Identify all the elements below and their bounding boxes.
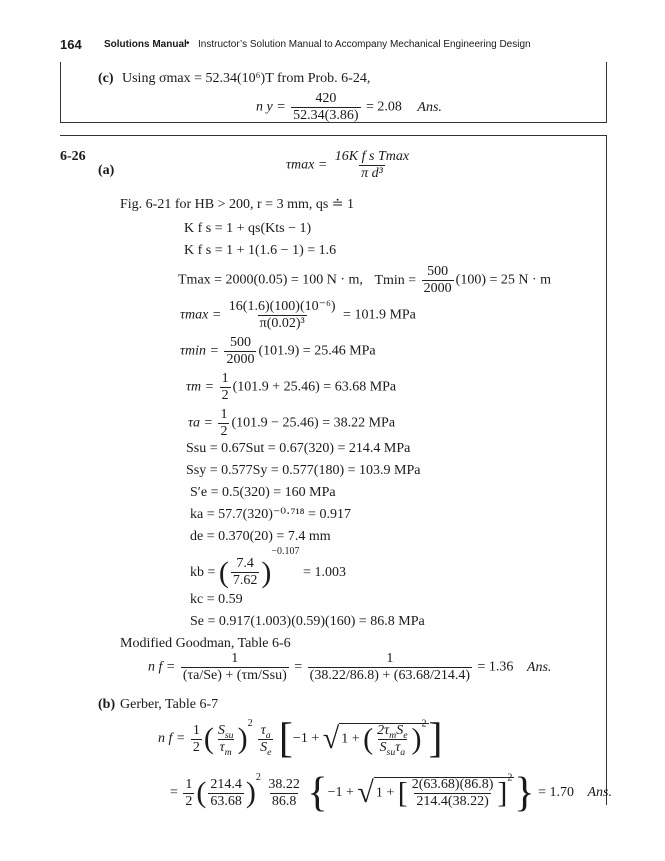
kb-num: 7.4	[236, 556, 254, 572]
fig-line: Fig. 6-21 for HB > 200, r = 3 mm, qs ≐ 1	[120, 197, 355, 212]
problem-number: 6-26	[60, 149, 86, 164]
taumin-line	[180, 336, 376, 367]
taumin-rest: (101.9) = 25.46 MPa	[258, 343, 376, 359]
kc-line: kc = 0.59	[190, 592, 243, 607]
gerber-num-equals: =	[170, 785, 178, 801]
goodman-fraction-2	[308, 652, 472, 683]
box-right-bottom	[606, 135, 607, 805]
tau-max-formula	[286, 150, 413, 181]
gerber-bracket-open: [	[278, 716, 293, 762]
tmax-tmin-line	[178, 265, 551, 296]
gerber-taum: $\tau_m$	[219, 739, 232, 758]
goodman-num-1: 1	[231, 651, 239, 666]
taumin-num: 500	[229, 335, 251, 350]
gerber-num-half-den: 2	[185, 793, 193, 809]
taumax-den: π(0.02)³	[259, 316, 305, 331]
gerber-num-ratio-2: $\frac{38.22}{86.8}$	[268, 776, 300, 809]
goodman-den-2: (38.22/86.8) + (63.68/214.4)	[309, 668, 470, 683]
gerber-half-den: 2	[192, 739, 200, 755]
ka-line: ka = 57.7(320)⁻⁰·⁷¹⁸ = 0.917	[190, 507, 351, 522]
gerber-half-num: 1	[192, 722, 200, 738]
gerber-square: 2	[247, 718, 253, 730]
gerber-brace-close: }	[514, 770, 535, 816]
page-number: 164	[60, 37, 82, 52]
tmin-num: 500	[427, 264, 449, 279]
taumax-num: 16(1.6)(100)(10⁻⁶)	[228, 299, 336, 314]
goodman-equation	[148, 652, 551, 683]
gerber-result: = 1.70	[538, 785, 574, 801]
taua-half-num: 1	[220, 407, 228, 422]
gerber-equation-numeric: = $\frac{1}{2}$ ( $\frac{214.4}{63.68}$ )$^2$ $\frac{38.22}{86.8}$ {−1 + √ 1 + [ $\frac{2(63.68)(86.8)}{214.4(38.22)}$ ]$^2$} = 1.70 Ans.	[170, 770, 612, 816]
divider-second	[60, 135, 607, 136]
kb-line	[190, 546, 346, 589]
gerber-radicand: 1 + ( $\frac{2\tau_mS_e}{S_{su}\tau_a}$ )$^2$	[341, 718, 427, 758]
taumax-lhs: τmax =	[180, 307, 222, 323]
kb-fraction	[231, 557, 260, 588]
gerber-paren-close: )	[237, 722, 248, 755]
tau-max-formula-den: π d³	[361, 166, 383, 181]
gerber-ssu: $S_{su}$	[217, 722, 234, 741]
kfs-line-2: K f s = 1 + 1(1.6 − 1) = 1.6	[184, 243, 337, 258]
kb-paren-open: (	[218, 555, 229, 589]
ny-fraction	[291, 92, 360, 123]
se-prime-line: S′e = 0.5(320) = 160 MPa	[190, 485, 336, 500]
tmax-text: Tmax = 2000(0.05) = 100 N · m,	[178, 272, 363, 288]
gerber-equation-symbolic: n f = $\frac{1}{2}$ ( $\frac{S_{su}}{\tau_m}$ )$^2$ $\frac{\tau_a}{S_e}$ [−1 + √ 1 + ( $\frac{2\tau_mS_e}{S_{su}\tau_a}$ )$^2$]	[158, 716, 443, 762]
goodman-result: = 1.36	[477, 659, 514, 675]
gerber-ans: Ans.	[587, 785, 612, 801]
tau-max-formula-num: 16K f s Tmax	[334, 149, 410, 164]
tmin-fraction	[422, 265, 454, 296]
goodman-equals: =	[294, 659, 303, 675]
part-c-label: (c)	[98, 71, 114, 86]
gerber-nf-lhs: n f =	[158, 731, 186, 747]
gerber-num-radicand: 1 + [ $\frac{2(63.68)(86.8)}{214.4(38.22)}$ ]$^2$	[375, 772, 513, 810]
part-b-label: (b)	[98, 697, 116, 712]
kfs-line-1: K f s = 1 + qs(Kts − 1)	[184, 221, 312, 236]
header-subtitle: Instructor’s Solution Manual to Accompany Mechanical Engineering Design	[198, 39, 531, 50]
kb-exponent: −0.107	[271, 546, 300, 557]
taum-lhs: τm =	[186, 379, 215, 395]
ny-lhs: n y =	[256, 99, 286, 115]
gerber-radical: √	[322, 722, 340, 755]
goodman-den-1: (τa/Se) + (τm/Ssu)	[182, 668, 287, 683]
ny-result: = 2.08	[366, 99, 402, 115]
gerber-num-half-num: 1	[185, 776, 193, 792]
tmin-rest: (100) = 25 N · m	[455, 272, 552, 288]
tmin-den: 2000	[423, 281, 452, 296]
tau-max-formula-fraction	[333, 150, 411, 181]
gerber-bracket-close: ]	[428, 716, 443, 762]
taua-lhs: τa =	[188, 415, 213, 431]
ny-equation	[256, 92, 442, 123]
ny-ans: Ans.	[417, 99, 442, 115]
gerber-num-paren-close: )	[245, 776, 256, 809]
gerber-num-half	[183, 778, 194, 809]
gerber-brace-open: {	[307, 770, 328, 816]
gerber-paren-open: (	[203, 722, 214, 755]
book-title: Solutions Manual	[104, 39, 187, 50]
part-c-text: Using σmax = 52.34(10⁶)T from Prob. 6-24,	[122, 71, 371, 86]
kb-result: = 1.003	[303, 565, 346, 580]
taumax-result: = 101.9 MPa	[343, 307, 416, 323]
taumin-fraction	[224, 336, 256, 367]
taum-line	[186, 372, 396, 403]
goodman-num-2: 1	[386, 651, 394, 666]
taumax-fraction	[227, 300, 338, 331]
gerber-ssu-taum	[216, 722, 236, 758]
taum-half	[220, 372, 231, 403]
gerber-taua-se	[258, 722, 273, 758]
ny-numerator: 420	[315, 91, 337, 106]
ny-denominator: 52.34(3.86)	[293, 108, 359, 123]
tau-max-formula-lhs: τmax =	[286, 157, 328, 173]
taum-half-num: 1	[221, 371, 229, 386]
kb-paren-close: )	[261, 555, 272, 589]
se-line: Se = 0.917(1.003)(0.59)(160) = 86.8 MPa	[190, 614, 425, 629]
taua-half-den: 2	[220, 424, 228, 439]
box-right-top	[606, 62, 607, 122]
gerber-num-paren-open: (	[196, 776, 207, 809]
goodman-title: Modified Goodman, Table 6-6	[120, 636, 291, 651]
kb-lhs: kb =	[190, 565, 216, 580]
ssy-line: Ssy = 0.577Sy = 0.577(180) = 103.9 MPa	[186, 463, 421, 478]
goodman-ans: Ans.	[526, 659, 552, 675]
goodman-fraction-1	[181, 652, 289, 683]
taua-line	[188, 408, 395, 439]
taua-half	[218, 408, 229, 439]
goodman-nf-lhs: n f =	[148, 659, 176, 675]
box-left-top	[60, 62, 61, 122]
kb-den: 7.62	[232, 573, 258, 589]
de-line: de = 0.370(20) = 7.4 mm	[190, 529, 331, 544]
gerber-half	[191, 724, 202, 755]
gerber-num-radical: √	[357, 776, 374, 809]
gerber-title: Gerber, Table 6-7	[120, 697, 219, 712]
header-bullet: •	[186, 38, 190, 49]
taum-rest: (101.9 + 25.46) = 63.68 MPa	[232, 379, 397, 395]
part-a-label: (a)	[98, 163, 115, 178]
taumin-lhs: τmin =	[180, 343, 219, 359]
taumin-den: 2000	[226, 352, 255, 367]
taumax-line	[180, 300, 416, 331]
gerber-taua: $\tau_a$	[260, 722, 271, 741]
taum-half-den: 2	[221, 388, 229, 403]
gerber-num-ratio: $\frac{214.4}{63.68}$	[210, 776, 242, 809]
tmin-lhs: Tmin =	[374, 272, 417, 288]
ssu-line: Ssu = 0.67Sut = 0.67(320) = 214.4 MPa	[186, 441, 411, 456]
taua-rest: (101.9 − 25.46) = 38.22 MPa	[231, 415, 396, 431]
gerber-se: $S_e$	[260, 739, 272, 758]
